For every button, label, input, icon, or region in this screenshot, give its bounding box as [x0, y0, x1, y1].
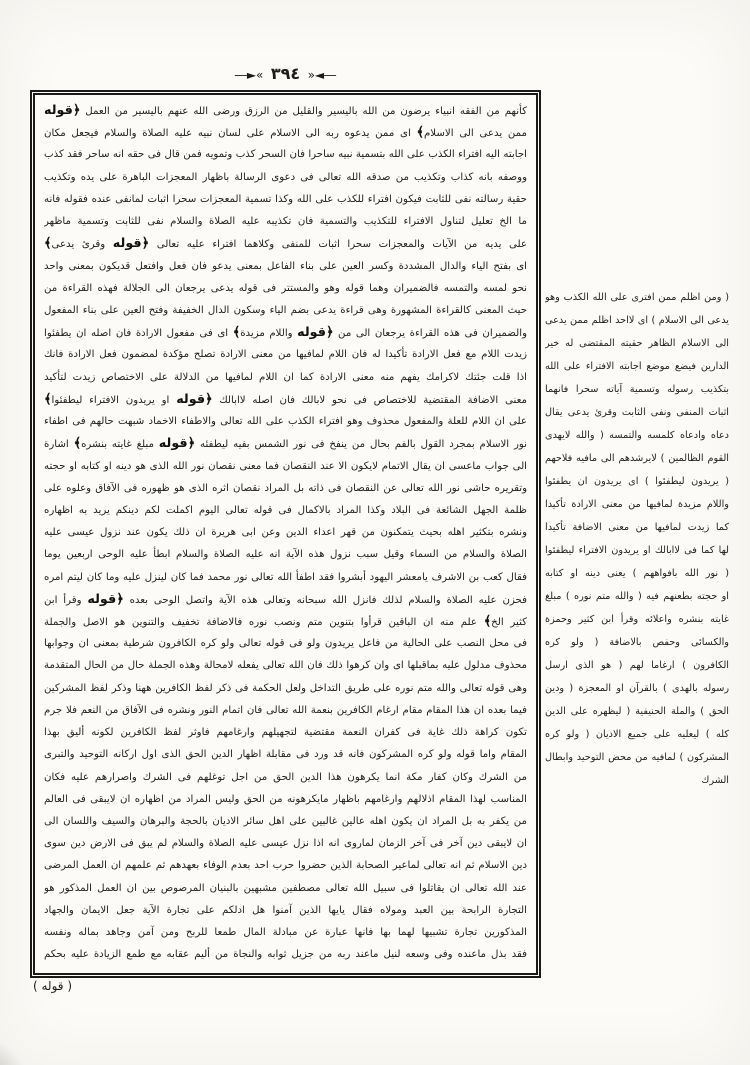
text-line: نور الاسلام بمجرد القول بالفم بحال من ينفخ فى نور الشمس بفيه ليطفئه ﴿قوله مبلغ غايته بنشره﴾ اشارة [44, 436, 527, 452]
text-line: ( ومن اظلم ممن افترى على الله الكذب وهو [545, 292, 729, 303]
text-line: كله ) ليعليه على جميع الاديان ( ولو كره [545, 729, 729, 740]
text-line: الدارين فيضع موضع اجابته الافتراء على الله [545, 361, 729, 372]
text-line: او حجته بطعنهم فيه ( والله متم نوره ) مبلغ [545, 591, 729, 602]
text-line: الصلاة والسلام من السماء وقيل سبب نزول هذه الآية انه عليه الصلاة والسلام ابطأ عليه الوحى اربعين يوما [44, 549, 527, 561]
text-line: ان لايبقى دين آخر فى آخر الزمان لماروى انه اذا نزل عيسى عليه الصلاة والسلام لم يبق فى الارض دين سوى [44, 838, 527, 850]
main-text-frame [30, 90, 541, 978]
text-line: نحو لمسه والتمسه فالضميران وهما قوله وهو والمستتر فى قوله يدعى يرجعان الى الجلالة فهذه القراءة من [44, 282, 527, 294]
text-line: ( يريدون ليطفئوا ) اى يريدون ان يطفئوا [545, 476, 729, 487]
text-line: القوم الظالمين ) لايرشدهم الى مافيه فلاحهم [545, 453, 729, 464]
text-line: ووصفه بانه كذاب وتكذيب من صدقه الله تعالى فى دعوى الرسالة باظهار المعجزات الباهرة على يده وتكذيب [44, 171, 527, 183]
page-number-ornament [30, 64, 541, 83]
text-line: وهى قوله تعالى والله متم نوره على طريق التداخل ولعل الحكمة فى ذكر لفظ الكافرين ههنا وذكر لفظ المشركين [44, 682, 527, 694]
text-line: الشرك [701, 775, 729, 786]
text-line: كثير الخ﴾ علم منه ان الباقين قرأوا بتنوين متم ونصب نوره فالاضافة تخفيف والتنوين هو الاصل والجملة [44, 614, 527, 630]
qawluhu-lemma-marker: ﴿قوله [176, 391, 213, 407]
text-line: ممن يدعى الى الاسلام﴾ اى ممن يدعوه ربه الى الاسلام على لسان نبيه عليه الصلاة والسلام فيجعل مكان [44, 125, 527, 141]
text-line: دعاه وادعاه كلمسه والتمسه ( والله لايهدى [545, 430, 729, 441]
text-line: كأنهم من الفقه انبياء يرضون من الله باليسير والقليل من الرزق ورضى الله عنهم باليسير من العمل ﴿قوله [44, 103, 527, 118]
ornament-right: »►― [234, 68, 264, 82]
text-line: المقام واما قوله ولو كره المشركون فانه قد ورد فى مقابلة اظهار الدين الحق الذى اول اركانه التوحيد والتبرى [44, 749, 527, 761]
text-line: ما الخ تعليل لتناول الافتراء للتكذيب والتسمية فان تكذيبه عليه الصلاة والسلام نفى للثابت وتسمية ماظهر [44, 216, 527, 228]
text-line: محذوف مدلول عليه بماقبلها اى وان كرهوا ذلك فان الله تعالى يفعله لامحالة وهذه الجملة حال من الحال المتقدمة [44, 660, 527, 672]
text-line: معنى الاضافة المقتضية للاختصاص فى نحو لابالك فان اصله لاابالك ﴿قوله او يريدون الافتراء ليطفئوا﴾ [44, 391, 527, 407]
text-line: على يديه من الآيات والمعجزات سحرا اثبات للمنفى وكلاهما افتراء عليه تعالى ﴿قوله وقرئ يدعى﴾ [44, 236, 527, 252]
qawluhu-lemma-marker: ﴾ [44, 391, 52, 407]
qawluhu-lemma-marker: ﴿قوله [297, 325, 334, 341]
qawluhu-lemma-marker: ﴾ [73, 436, 82, 452]
text-line: فحزن عليه الصلاة والسلام لذلك فانزل الله سبحانه وتعالى هذه الآية واتصل الوحى بعده ﴿قوله وقرأ ابن [44, 591, 527, 607]
text-line: الى الاسلام الظاهر حقيته المقتضى له خير [545, 338, 729, 349]
commentary-text-block [44, 100, 527, 967]
text-line: الكافرون ) ارغاما لهم ( هو الذى ارسل [545, 660, 729, 671]
text-line: غايته بنشره واعلائه وقرأ ابن كثير وحمزة [545, 614, 729, 625]
text-line: فيما بعده ان هذا المقام مقام ارغام الكافرين بنعمة الله تعالى فان اتمام النور ونشره فى الآفاق من النعم فلا جرم [44, 704, 527, 716]
text-line: اجابته اليه افتراء الكذب على الله بتسمية نبيه ساحرا فان السحر كذب وتمويه فمن قال فى حقه انه ساحر فقد كذب [44, 149, 527, 161]
text-line: زيدت اللام مع فعل الارادة تأكيدا له فان اللام لمافيها من معنى الارادة تصلح مؤكدة لمضمون فعل الارادة فانك [44, 349, 527, 361]
text-line: فقال كعب بن الاشرف يامعشر اليهود أبشروا فقد اطفأ الله تعالى نور محمد فما كان لينزل عليه وما كان ليتم امره [44, 571, 527, 583]
text-line: عند الله تعالى ان يقاتلوا فى سبيل الله تعالى مصطفين مشبهين بالبنيان المرصوص بين ان العمل المذكور هو [44, 882, 527, 894]
text-line: كما زيدت لمافيها من معنى الاضافة تأكيدا [545, 522, 729, 533]
text-line: اذا قلت جئتك لاكرامك يفهم منه معنى الارادة كما ان اللام لمافيها من الدلالة على الاختصاص زيدت لتأكيد [44, 371, 527, 383]
text-line: بتكذيب رسوله وتسمية آياته سحرا فانهما [545, 384, 729, 395]
text-line: فقد بذل ماعنده وفى وسعه لنيل ماعند ربه من جزيل ثوابه والنجاة من أليم عقابه مع طمع الزيادة عليه بحكم [44, 949, 527, 961]
text-line: وتقريره حاشى نور الله تعالى عن النقصان فى ذاته بل المراد نقصان اثره الذى هو ظهوره فى الآفاق وعلوه على [44, 482, 527, 494]
qawluhu-lemma-marker: ﴿قوله [112, 236, 150, 252]
qawluhu-lemma-marker: ﴾ [416, 125, 424, 141]
text-line: اى بفتح الياء والدال المشددة وكسر العين على بناء الفاعل بمعنى يدعو فان فعل وافتعل قديكون بمعنى واحد [44, 260, 527, 272]
qawluhu-lemma-marker: ﴿قوله [87, 591, 124, 607]
text-line: دين الاسلام ثم انه تعالى لماعير الصحابة الذين حضروا حرب احد بعدم الوفاء بعهدهم ثم علمهم ان العمل المرضى [44, 860, 527, 872]
text-line: المذكورين تجارة تشبيها لهما بها فانها عبارة عن مبادلة المال طمعا للربح ومن آمن وجاهد بماله ونفسه [44, 927, 527, 939]
margin-gloss-block [545, 286, 729, 792]
text-line: على ان اللام للعلة والمفعول محذوف وهو افتراء الكذب على الله تعالى والاطفاء الاخماد شبهت حالهم فى اطفاء [44, 416, 527, 428]
text-line: حقية رسالته نفى للثابت فيكون افتراء للكذب على الله وكذا تسمية المعجزات سحرا اثبات لمانفى عنده فقوله فانه [44, 193, 527, 205]
text-line: المشركون ) لمافيه من محض التوحيد وابطال [545, 752, 729, 763]
text-line: ونشره بتكثير اهله بحيث يتمكنون من قهر اعداء الدين وعن ابى هريرة ان ذلك يكون عند نزول عيسى عليه [44, 527, 527, 539]
qawluhu-lemma-marker: ﴾ [483, 614, 492, 630]
text-line: يدعى الى الاسلام ) اى لااحد اظلم ممن يدعى [545, 315, 729, 326]
text-line: والضميران فى هذه القراءة يرجعان الى من ﴿قوله واللام مزيدة﴾ اى فى مفعول الارادة فان اصله ان يطفئوا [44, 325, 527, 341]
text-line: حيث المعنى كالقراءة المشهورة وهى قراءة يدعى بضم الياء وسكون الدال الخفيفة وفتح العين على بناء المفعول [44, 304, 527, 316]
text-line: من يكفر به بل المراد ان يكون اهله عالين غالبين على اهل سائر الاديان بالحجة والبرهان والسيف واللسان الى [44, 816, 527, 827]
text-line: ( نور الله بافواههم ) يعنى دينه او كتابه [545, 568, 729, 579]
text-line: من الشرك وكان كفار مكة انما يكرهون هذا الدين الحق من اجل توغلهم فى الشرك واصرارهم عليه فكان [44, 771, 527, 783]
text-line: اثبات المنفى ونفى الثابت وقرئ يدعى يقال [545, 407, 729, 418]
text-line: تكون كراهة ذلك غاية فى كفران النعمة مقتضية لتجهيلهم وارغامهم فاوثر لفظ الكافرين لكونه أليق بهذا [44, 727, 527, 739]
ornament-left: ―◄« [307, 68, 337, 82]
text-line: فى محل النصب على الحالية من فاعل يريدون ولو فى قوله تعالى ولو كره الكافرون شرطية بمعنى ان وجوابها [44, 638, 527, 650]
text-line: التجارة الرابحة بين العبد ومولاه فقال يايها الذين آمنوا هل ادلكم على تجارة الآية جعل الايمان والجهاد [44, 904, 527, 916]
text-line: لها كما فى لاابالك او يريدون الافتراء ليطفئوا [545, 545, 729, 556]
text-line: ظلمة الجهل الشائعة فى البلاد وكذا المراد بالاكمال فى قوله تعالى اليوم اكملت لكم دينكم يريد به اظهاره [44, 504, 527, 516]
text-line: الحق ) والملة الحنيفية ( ليظهره على الدين [545, 706, 729, 717]
text-line: رسوله بالهدى ) بالقرآن او المعجزة ( ودين [545, 683, 729, 694]
text-line: والكسائى وحفص بالاضافة ( ولو كره [545, 637, 729, 648]
text-line: الى جواب ماعسى ان يقال الاتمام لايكون الا عند النقصان فما معنى نقصان نور الله الذى هو دينه او كتابه او حجته [44, 460, 527, 472]
text-line: المناسب لهذا المقام اذلالهم وارغامهم باظهار مايكرهونه من الحق وليس المراد من اظهاره ان لايبقى فى العالم [44, 793, 527, 805]
scan-corner-shadow [0, 1039, 26, 1065]
qawluhu-lemma-marker: ﴿قوله [158, 436, 196, 452]
catchword: ( قوله ) [33, 979, 73, 993]
page-number: ٣٩٤ [270, 64, 301, 83]
qawluhu-lemma-marker: ﴿قوله [44, 103, 81, 118]
qawluhu-lemma-marker: ﴾ [232, 325, 241, 341]
qawluhu-lemma-marker: ﴾ [44, 236, 52, 252]
text-line: واللام مزيدة لمافيها من معنى الارادة تأكيدا [545, 499, 729, 510]
